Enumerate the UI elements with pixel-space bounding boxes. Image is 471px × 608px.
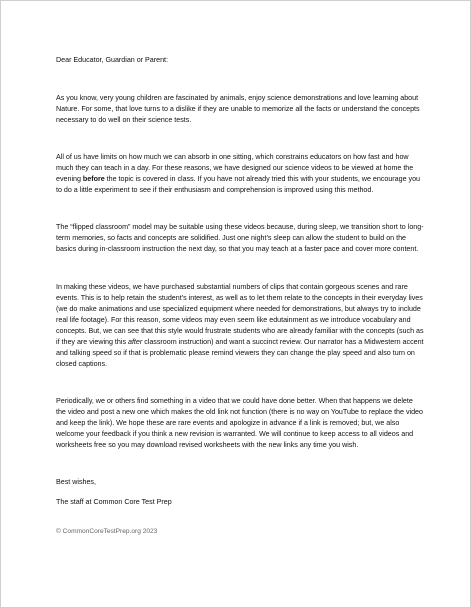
letter-body [56,55,424,537]
signature-line: The staff at Common Core Test Prep [56,498,172,507]
paragraph-flipped-classroom: The “flipped classroom” model may be suitable using these videos because, during sleep, we transition short to long-term memories, so facts and concepts are solidified. Just one night’s sleep can allow the student to build on the basics during in-classroom instruction the next day, so that you may teach at a faster pace and cover more content. [56,223,424,254]
paragraph-revisions: Periodically, we or others find something in a video that we could have done better. When that happens we delete the video and post a new one which makes the old link not function (there is no way on YouTube to replace the video and keep the link). We hope these are rare events and apologize in advance if a link is removed; but, we also welcome your feedback if you think a new revision is warranted. We will continue to keep access to all videos and worksheets free so you may download revised worksheets with the new links any time you wish. [56,396,423,450]
closing-line: Best wishes, [56,478,96,487]
paragraph-video-clips-text-a: In making these videos, we have purchased substantial numbers of clips that contain gorgeous scenes and rare events. This is to help retain the student’s interest, as well as to let them relate to the concepts in their everyday lives (we do make animations and use specialized equipment where needed for demonstrations, but always try to include real life footage). For this reason, some videos may even seem like edutainment as we introduce vocabulary and concepts. But, we can see that this style would frustrate students who are already familiar with the concepts (such as if they are viewing this [56,282,424,346]
emphasis-after: after [127,337,143,346]
paragraph-limits-text-a: All of us have limits on how much we can absorb in one sitting, which constrains educators on how fast and how much they can teach in a day. For these reasons, we have designed our science videos to be viewed at home the evening [56,153,414,184]
copyright-footer: © CommonCoreTestPrep.org 2023 [56,528,158,536]
paragraph-limits-text-b: the topic is covered in class. If you have not already tried this with your students, we encourage you to do a little experiment to see if their enthusiasm and comprehension is improved using this method. [56,175,421,195]
paragraph-intro: As you know, very young children are fascinated by animals, enjoy science demonstrations and love learning about Nature. For some, that love turns to a dislike if they are unable to memorize all the facts or understand the concepts necessary to do well on their science tests. [56,94,420,125]
paragraph-limits [56,152,424,196]
greeting: Dear Educator, Guardian or Parent: [56,56,168,64]
paragraph-video-clips-text-b: classroom instruction) and want a succinct review. Our narrator has a Midwestern accent and talking speed so if that is problematic please remind viewers they can change the play speed and also turn on closed captions. [56,337,424,368]
emphasis-before: before [82,175,105,184]
paragraph-video-clips [56,282,424,370]
